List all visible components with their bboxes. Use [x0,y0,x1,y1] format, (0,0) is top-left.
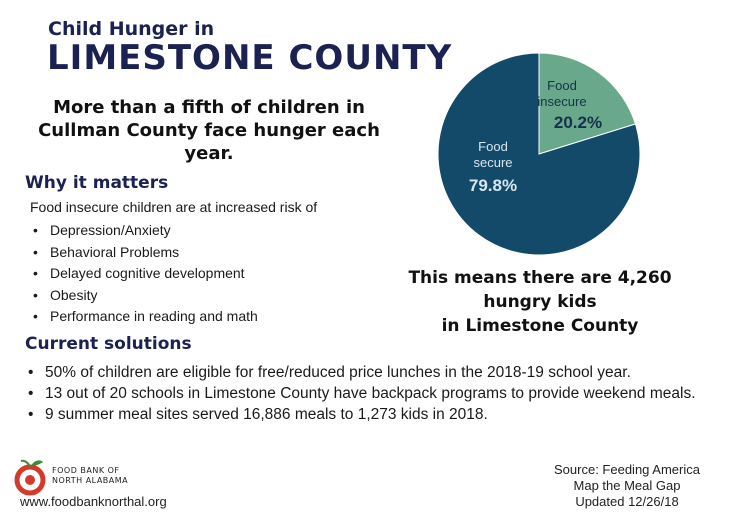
list-item: • Performance in reading and math [30,306,370,328]
hungry-kids-summary [400,266,680,338]
food-bank-apple-logo-icon [12,456,48,496]
page-subtitle: Child Hunger in [48,18,215,40]
food-security-pie-chart [430,50,652,260]
summary-line-2: hungry kids [483,292,597,312]
insecure-value-label: 20.2% [553,113,603,132]
list-item: • 50% of children are eligible for free/reduced price lunches in the 2018-19 school year. [25,362,725,383]
list-item: • 13 out of 20 schools in Limestone County have backpack programs to provide weekend meals. [25,383,725,404]
org-name-line2: NORTH ALABAMA [52,476,129,485]
source-line1: Source: Feeding America [554,462,700,477]
headline: More than a fifth of children in Cullman County face hunger each year. [38,97,380,164]
list-item: • 9 summer meal sites served 16,886 meals to 1,273 kids in 2018. [25,404,725,425]
list-item: • Behavioral Problems [30,242,370,264]
source-line3: Updated 12/26/18 [575,494,679,509]
list-item: • Depression/Anxiety [30,220,370,242]
summary-line-1: This means there are 4,260 [408,268,672,288]
website-url: www.foodbanknorthal.org [20,494,167,509]
org-name-line1: FOOD BANK OF [52,466,120,475]
secure-label-line2: secure [473,155,513,170]
insecure-label-line1: Food [547,78,577,93]
summary-line-3: in Limestone County [441,316,639,336]
secure-label-line1: Food [478,139,508,154]
why-it-matters-heading: Why it matters [25,173,169,193]
current-solutions-heading: Current solutions [25,334,192,354]
why-intro: Food insecure children are at increased risk of [30,199,318,215]
page-title: LIMESTONE COUNTY [47,38,453,78]
list-item: • Obesity [30,285,370,307]
source-note [520,462,734,510]
insecure-label-line2: insecure [537,94,587,109]
why-list [30,220,370,328]
secure-value-label: 79.8% [468,176,518,195]
source-line2: Map the Meal Gap [573,478,681,493]
solutions-list [25,362,725,425]
list-item: • Delayed cognitive development [30,263,370,285]
org-name [52,466,128,486]
